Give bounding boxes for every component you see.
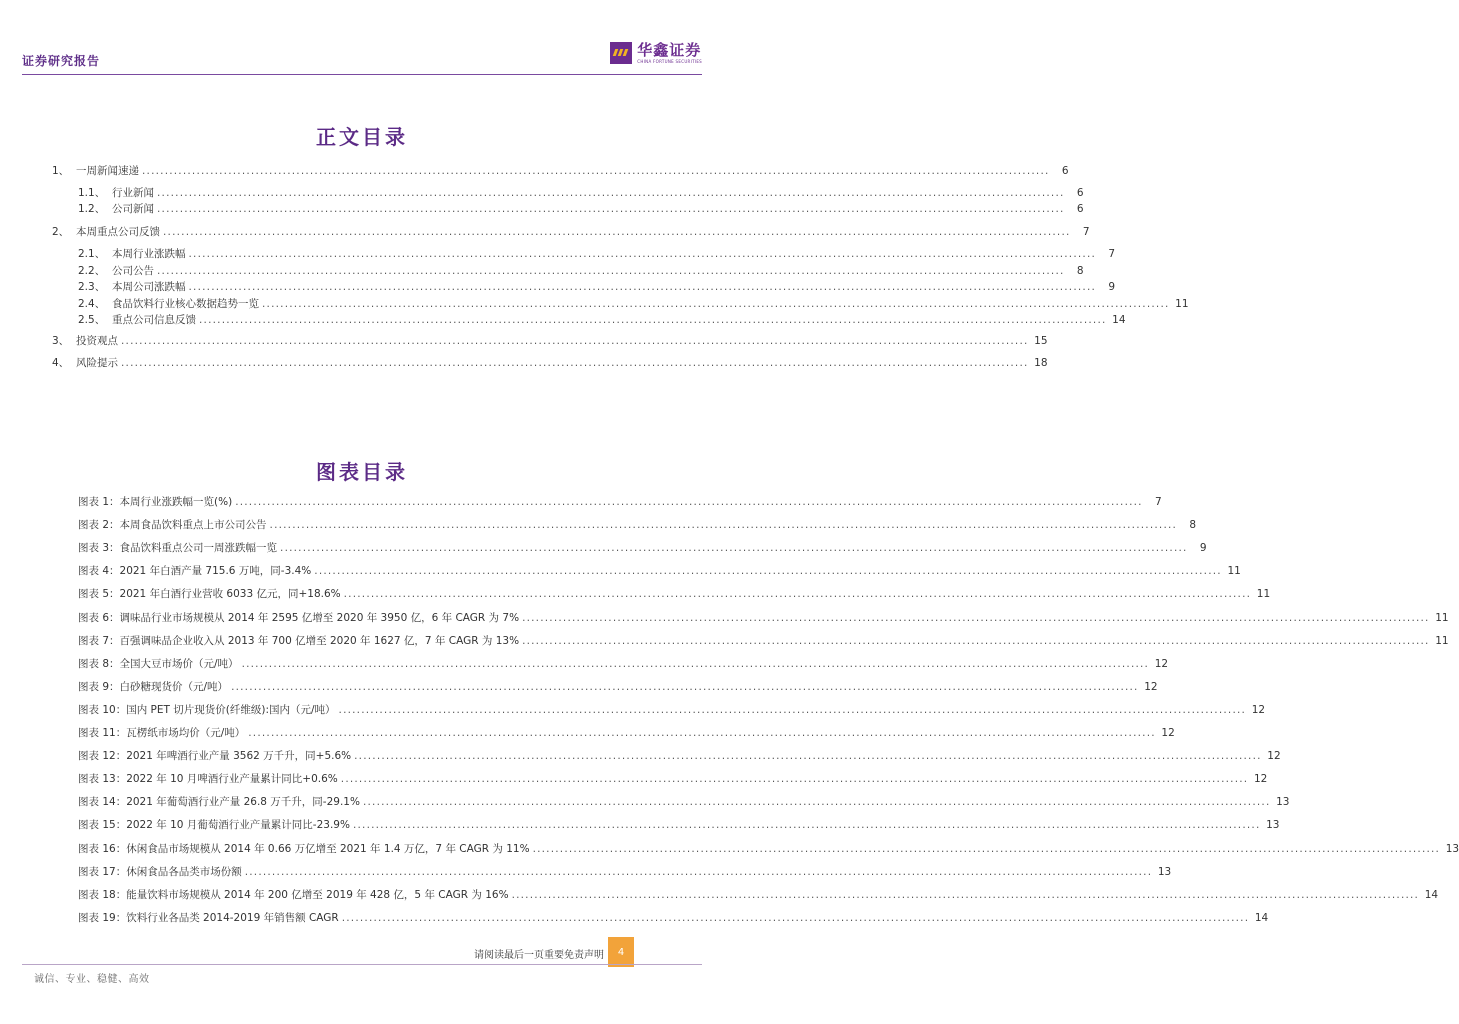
figure-entry-page: 13	[1445, 843, 1459, 855]
figure-entry-page: 14	[1424, 889, 1439, 901]
figure-entry-page: 9	[1199, 542, 1207, 554]
figure-entry-title: 图表 11：瓦楞纸市场均价（元/吨）	[78, 727, 246, 739]
figure-leader-dots: ........................................................................................................................................................................................................	[340, 773, 1249, 785]
figure-entry-title: 图表 10：国内 PET 切片现货价(纤维级):国内（元/吨）	[78, 704, 336, 716]
figure-entry-page: 13	[1266, 819, 1280, 831]
figure-leader-dots: ........................................................................................................................................................................................................	[354, 750, 1262, 762]
toc-entry-number: 3、	[52, 335, 70, 347]
toc-entry-page: 7	[1108, 248, 1116, 260]
figure-entry[interactable]	[78, 633, 1449, 647]
toc-leader-dots: ........................................................................................................................................................................................................	[262, 298, 1170, 310]
figure-entry[interactable]	[78, 586, 1271, 600]
toc-entry-number: 2.2、	[78, 265, 106, 277]
toc-entry[interactable]	[78, 296, 1189, 310]
figure-entry[interactable]	[78, 679, 1158, 693]
figures-title: 图表目录	[316, 460, 408, 484]
figure-leader-dots: ........................................................................................................................................................................................................	[532, 843, 1441, 855]
figure-entry-title: 图表 6：调味品行业市场规模从 2014 年 2595 亿增至 2020 年 3950 亿，6 年 CAGR 为 7%	[78, 612, 520, 624]
toc-leader-dots: ........................................................................................................................................................................................................	[121, 357, 1029, 369]
toc-entry[interactable]	[78, 201, 1084, 215]
toc-entry-number: 2.1、	[78, 248, 106, 260]
figure-entry-title: 图表 7：百强调味品企业收入从 2013 年 700 亿增至 2020 年 1627 亿，7 年 CAGR 为 13%	[78, 635, 520, 647]
report-type-label: 证券研究报告	[22, 54, 101, 68]
figure-entry-title: 图表 8：全国大豆市场价（元/吨）	[78, 658, 239, 670]
toc-entry-title: 食品饮料行业核心数据趋势一览	[112, 298, 259, 310]
logo-mark-icon	[610, 42, 632, 64]
figure-entry-page: 12	[1144, 681, 1158, 693]
figure-leader-dots: ........................................................................................................................................................................................................	[341, 912, 1250, 924]
figure-leader-dots: ........................................................................................................................................................................................................	[522, 635, 1430, 647]
figure-leader-dots: ........................................................................................................................................................................................................	[314, 565, 1222, 577]
toc-entry[interactable]	[52, 224, 1090, 238]
figure-entry-title: 图表 3：食品饮料重点公司一周涨跌幅一览	[78, 542, 278, 554]
figure-entry[interactable]	[78, 563, 1241, 577]
figure-entry-title: 图表 9：白砂糖现货价（元/吨）	[78, 681, 229, 693]
figure-entry[interactable]	[78, 725, 1175, 739]
toc-entry[interactable]	[52, 163, 1069, 177]
toc-entry-number: 2、	[52, 226, 70, 238]
figure-entry-title: 图表 5：2021 年白酒行业营收 6033 亿元，同+18.6%	[78, 588, 341, 600]
toc-entry[interactable]	[78, 312, 1126, 326]
figure-leader-dots: ........................................................................................................................................................................................................	[235, 496, 1143, 508]
figure-entry[interactable]	[78, 494, 1162, 508]
toc-entry-number: 2.3、	[78, 281, 106, 293]
figure-entry[interactable]	[78, 748, 1281, 762]
toc-entry-page: 11	[1175, 298, 1189, 310]
figure-entry-title: 图表 16：休闲食品市场规模从 2014 年 0.66 万亿增至 2021 年 1.4 万亿，7 年 CAGR 为 11%	[78, 843, 530, 855]
figure-entry-page: 12	[1251, 704, 1266, 716]
toc-entry-title: 公司公告	[112, 265, 154, 277]
toc-entry-number: 2.5、	[78, 314, 106, 326]
footer-divider	[22, 964, 702, 965]
figure-entry[interactable]	[78, 517, 1197, 531]
figure-leader-dots: ........................................................................................................................................................................................................	[352, 819, 1261, 831]
toc-entry-page: 6	[1076, 187, 1084, 199]
toc-entry-title: 风险提示	[76, 357, 118, 369]
figure-entry-title: 图表 2：本周食品饮料重点上市公司公告	[78, 519, 267, 531]
figure-entry-page: 8	[1189, 519, 1197, 531]
toc-entry-title: 重点公司信息反馈	[112, 314, 196, 326]
figure-entry[interactable]	[78, 910, 1269, 924]
toc-leader-dots: ........................................................................................................................................................................................................	[142, 165, 1050, 177]
figure-leader-dots: ........................................................................................................................................................................................................	[248, 727, 1156, 739]
header-divider	[22, 74, 702, 75]
figure-entry[interactable]	[78, 656, 1169, 670]
toc-entry-page: 14	[1112, 314, 1126, 326]
toc-entry-number: 1.2、	[78, 203, 106, 215]
figure-entry-title: 图表 13：2022 年 10 月啤酒行业产量累计同比+0.6%	[78, 773, 338, 785]
toc-entry-title: 投资观点	[76, 335, 118, 347]
company-logo	[610, 42, 702, 64]
toc-entry-page: 9	[1108, 281, 1116, 293]
toc-entry-title: 公司新闻	[112, 203, 154, 215]
disclaimer-note: 请阅读最后一页重要免责声明	[474, 950, 604, 961]
toc-entry-page: 7	[1082, 226, 1090, 238]
toc-entry-number: 1、	[52, 165, 70, 177]
toc-leader-dots: ........................................................................................................................................................................................................	[157, 203, 1065, 215]
toc-entry-page: 8	[1076, 265, 1084, 277]
toc-leader-dots: ........................................................................................................................................................................................................	[121, 335, 1029, 347]
figure-entry-page: 14	[1254, 912, 1269, 924]
toc-entry-number: 2.4、	[78, 298, 106, 310]
figure-leader-dots: ........................................................................................................................................................................................................	[241, 658, 1150, 670]
figure-entry-page: 7	[1155, 496, 1162, 508]
figure-leader-dots: ........................................................................................................................................................................................................	[343, 588, 1252, 600]
toc-leader-dots: ........................................................................................................................................................................................................	[163, 226, 1071, 238]
toc-entry[interactable]	[52, 355, 1048, 369]
figure-entry-title: 图表 18：能量饮料市场规模从 2014 年 200 亿增至 2019 年 428 亿，5 年 CAGR 为 16%	[78, 889, 509, 901]
figure-leader-dots: ........................................................................................................................................................................................................	[511, 889, 1420, 901]
figure-leader-dots: ........................................................................................................................................................................................................	[362, 796, 1271, 808]
toc-entry[interactable]	[78, 279, 1116, 293]
figure-entry-page: 12	[1267, 750, 1281, 762]
toc-entry-title: 行业新闻	[112, 187, 154, 199]
toc-entry[interactable]	[78, 263, 1084, 277]
figure-entry[interactable]	[78, 794, 1290, 808]
figure-leader-dots: ........................................................................................................................................................................................................	[338, 704, 1247, 716]
toc-leader-dots: ........................................................................................................................................................................................................	[188, 281, 1097, 293]
page-number: 4	[608, 937, 634, 967]
toc-entry[interactable]	[78, 246, 1116, 260]
figure-entry-page: 12	[1161, 727, 1175, 739]
figure-leader-dots: ........................................................................................................................................................................................................	[244, 866, 1153, 878]
figure-entry[interactable]	[78, 864, 1172, 878]
toc-leader-dots: ........................................................................................................................................................................................................	[188, 248, 1097, 260]
toc-entry-title: 本周行业涨跌幅	[112, 248, 186, 260]
logo-name-en: CHINA FORTUNE SECURITIES	[637, 59, 702, 64]
toc-entry-title: 本周公司涨跌幅	[112, 281, 186, 293]
toc-title: 正文目录	[316, 125, 408, 149]
figure-entry-title: 图表 14：2021 年葡萄酒行业产量 26.8 万千升，同-29.1%	[78, 796, 360, 808]
figure-entry[interactable]	[78, 610, 1449, 624]
figure-entry[interactable]	[78, 702, 1266, 716]
figure-entry[interactable]	[78, 540, 1207, 554]
page-header	[22, 40, 702, 76]
toc-entry[interactable]	[78, 185, 1084, 199]
figure-entry-page: 11	[1435, 612, 1449, 624]
figure-entry-page: 12	[1154, 658, 1169, 670]
toc-entry-page: 6	[1076, 203, 1084, 215]
logo-name-cn: 华鑫证券	[637, 41, 702, 59]
toc-entry-number: 4、	[52, 357, 70, 369]
figure-entry[interactable]	[78, 771, 1268, 785]
toc-entry-title: 一周新闻速递	[76, 165, 139, 177]
figure-entry[interactable]	[78, 841, 1459, 855]
figure-entry-page: 11	[1435, 635, 1449, 647]
figure-entry-title: 图表 17：休闲食品各品类市场份额	[78, 866, 242, 878]
figure-leader-dots: ........................................................................................................................................................................................................	[280, 542, 1188, 554]
toc-leader-dots: ........................................................................................................................................................................................................	[199, 314, 1107, 326]
toc-entry[interactable]	[52, 333, 1048, 347]
figure-entry-title: 图表 1：本周行业涨跌幅一览(%)	[78, 496, 233, 508]
figure-entry-page: 11	[1256, 588, 1271, 600]
figure-entry[interactable]	[78, 817, 1280, 831]
figure-entry-title: 图表 19：饮料行业各品类 2014-2019 年销售额 CAGR	[78, 912, 339, 924]
toc-leader-dots: ........................................................................................................................................................................................................	[157, 265, 1065, 277]
toc-leader-dots: ........................................................................................................................................................................................................	[157, 187, 1065, 199]
figure-entry-title: 图表 4：2021 年白酒产量 715.6 万吨，同-3.4%	[78, 565, 312, 577]
figure-entry-page: 12	[1253, 773, 1268, 785]
company-values: 诚信、专业、稳健、高效	[34, 974, 150, 985]
toc-entry-page: 18	[1034, 357, 1048, 369]
figure-entry-page: 13	[1276, 796, 1290, 808]
figure-leader-dots: ........................................................................................................................................................................................................	[269, 519, 1178, 531]
toc-entry-number: 1.1、	[78, 187, 106, 199]
figure-entry-page: 13	[1157, 866, 1172, 878]
figure-leader-dots: ........................................................................................................................................................................................................	[522, 612, 1430, 624]
toc-entry-title: 本周重点公司反馈	[76, 226, 160, 238]
figure-leader-dots: ........................................................................................................................................................................................................	[231, 681, 1139, 693]
toc-entry-page: 15	[1034, 335, 1048, 347]
figure-entry-title: 图表 12：2021 年啤酒行业产量 3562 万千升，同+5.6%	[78, 750, 352, 762]
figure-entry[interactable]	[78, 887, 1439, 901]
toc-entry-page: 6	[1061, 165, 1069, 177]
figure-entry-title: 图表 15：2022 年 10 月葡萄酒行业产量累计同比-23.9%	[78, 819, 350, 831]
figure-entry-page: 11	[1227, 565, 1241, 577]
